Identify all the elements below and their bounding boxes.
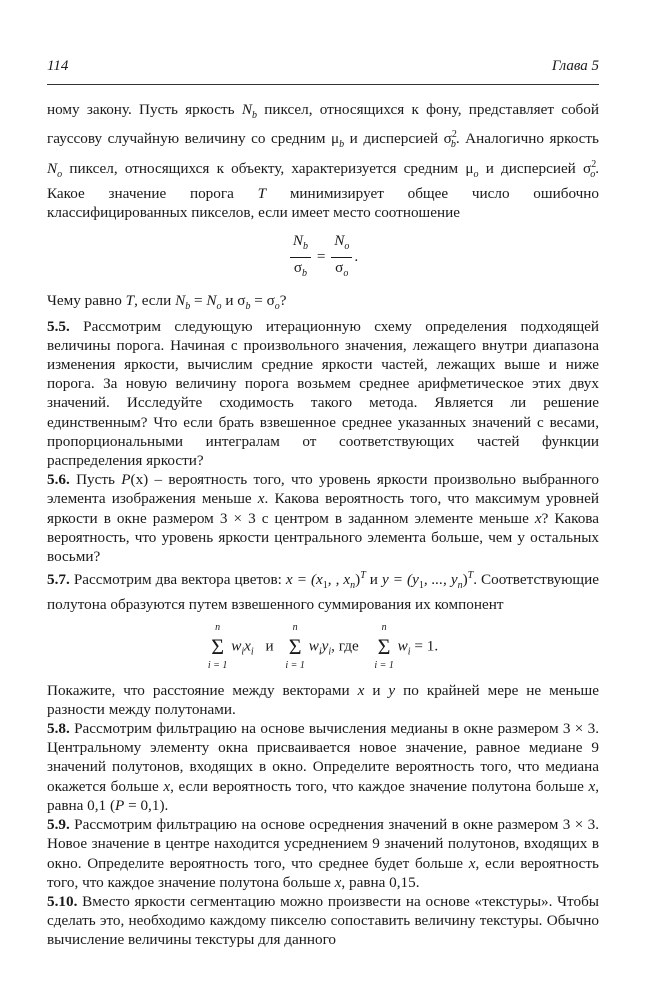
- page-header: [47, 58, 599, 82]
- page-body: [47, 100, 599, 950]
- exercise-5-6: 5.6. Пусть P(x) – вероятность того, что уровень яркости произвольно выбранного элемента изображения меньше x. Какова вероятность того, что максимум уровней яркости в окне размером 3 × 3 с центром в заданном элементе меньше x? Какова вероятность, что уровень яркости центрального элемента больше, чем у остальных восьми?: [47, 471, 599, 565]
- exercise-5-8: 5.8. Рассмотрим фильтрацию на основе вычисления медианы в окне размером 3 × 3. Центральному элементу окна присваивается новое значение, равное медиане 9 значений полутонов, входящих в окно. Определите вероятность того, что медиана окажется больше x, если вероятность того, что каждое значение полутона больше x, равна 0,1 (P = 0,1).: [47, 720, 600, 814]
- exercise-5-9: 5.9. Рассмотрим фильтрацию на основе осреднения значений в окне размером 3 × 3. Новое значение в центре находится усреднением 9 значений полутонов, входящих в окно. Определите вероятность того, что среднее будет больше x, если вероятность того, что каждое значение полутона больше x, равна 0,15.: [47, 816, 600, 891]
- exercise-5-7-question: Покажите, что расстояние между векторами x и y по крайней мере не меньше разности между полутонами.: [47, 681, 599, 718]
- exercise-5-5: 5.5. Рассмотрим следующую итерационную схему определения подходящей величины порога. Начиная с произвольного значения, лежащего внутри диапазона изменения яркости, вычислим средние яркости частей, лежащих выше и ниже порога. За новую величину порога возьмем среднее арифметическое этих двух значений. Исследуйте сходимость такого метода. Является ли решение единственным? Что если брать взвешенное среднее указанных значений с весами, пропорциональными интегралам от соответствующих частей функции распределения яркости?: [47, 317, 600, 469]
- ratio-equation: $\frac{N_b}{\sigma_b}$ = $\frac{N_o}{\sigma_o}$ .: [47, 232, 599, 283]
- intro-question: Чему равно T, если $N_b = N_o$ и $\sigma_b = \sigma_o$?: [47, 292, 287, 313]
- intro-paragraph: ному закону. Пусть яркость $N_b$ пиксел, относящихся к фону, представляет собой гауссову случайную величину со средним $\mu_b$ и дисперсией $\sigma^2_b$. Аналогично яркость $N_o$ пиксел, относящихся к объекту, характеризуется средним $\mu_o$ и дисперсией $\sigma^2_o$. Какое значение порога T минимизирует общее число ошибочно классифицированных пикселов, если имеет место соотношение: [47, 101, 600, 222]
- exercise-5-7: 5.7. Рассмотрим два вектора цветов: $x = (x_1$, , $x_n)^T$ и $y = (y_1$, ..., $y_n)^T$. Соответствующие полутона образуются путем взвешенного суммирования их компонент: [47, 570, 599, 614]
- header-rule: [47, 84, 599, 85]
- chapter-title: Глава 5: [551, 58, 599, 74]
- sum-equation: n Σ i = 1 $w_ix_i$ и n Σ i = 1 $w_iy_i$, где n Σ i = 1 $w_i = 1$.: [207, 621, 439, 671]
- exercise-5-10: 5.10. Вместо яркости сегментацию можно произвести на основе «текстуры». Чтобы сделать это, необходимо каждому пикселю сопоставить величину текстуры. Обычно вычисление величины текстуры для данного: [47, 892, 600, 949]
- page-number: 114: [47, 58, 69, 74]
